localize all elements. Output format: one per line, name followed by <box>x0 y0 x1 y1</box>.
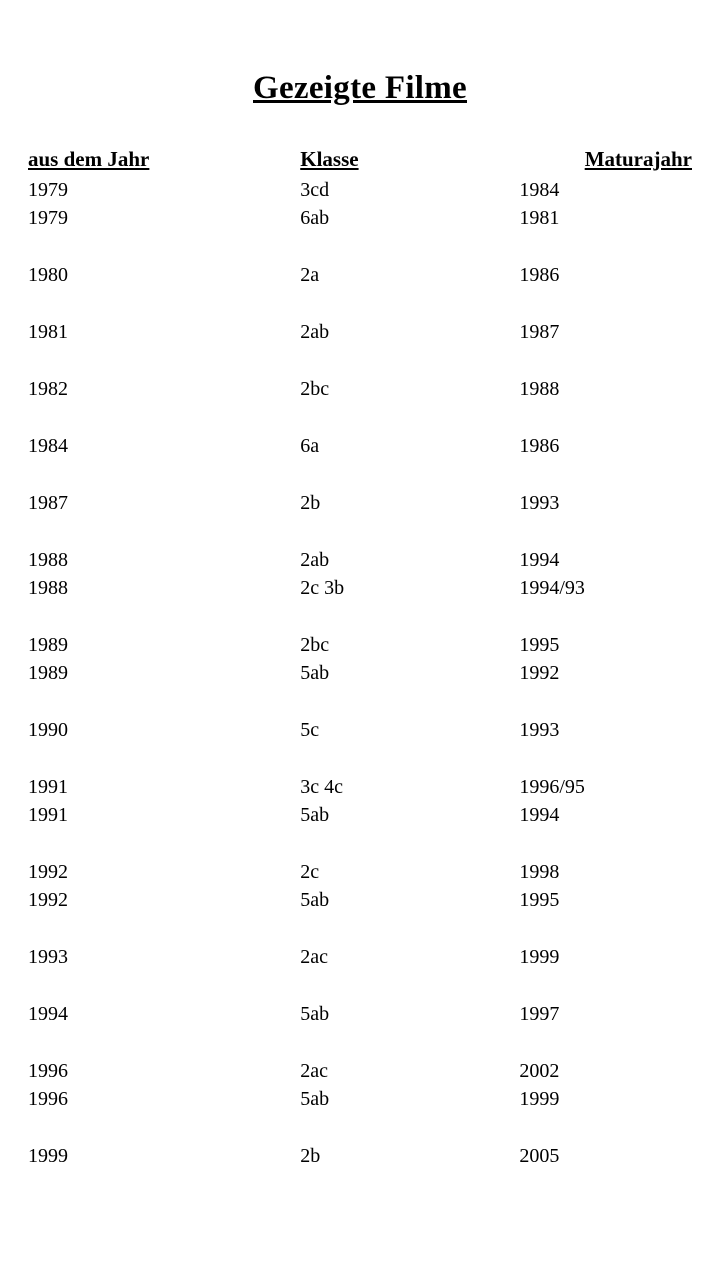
row-spacer <box>28 971 692 1000</box>
cell-year: 1987 <box>28 492 68 514</box>
row-spacer <box>28 232 692 261</box>
cell-class: 5ab <box>300 1003 330 1025</box>
cell-class: 2ac <box>300 1060 328 1082</box>
row-spacer <box>28 346 692 375</box>
table-row <box>28 489 692 517</box>
cell-year: 1992 <box>28 861 68 883</box>
cell-matura: 1987 <box>519 321 560 343</box>
cell-year: 1991 <box>28 776 68 798</box>
cell-year: 1989 <box>28 662 68 684</box>
table-row <box>28 546 692 574</box>
cell-year: 1996 <box>28 1088 68 1110</box>
cell-matura: 1996/95 <box>519 776 585 798</box>
cell-matura: 1994 <box>519 549 560 571</box>
cell-matura: 1988 <box>519 378 560 400</box>
table-row <box>28 716 692 744</box>
row-spacer-cell <box>28 232 692 261</box>
column-header-year: aus dem Jahr <box>28 147 150 171</box>
table-row <box>28 1057 692 1085</box>
table-body <box>28 176 692 1170</box>
cell-matura: 1995 <box>519 889 560 911</box>
cell-year: 1999 <box>28 1145 68 1167</box>
cell-matura: 1997 <box>519 1003 560 1025</box>
row-spacer <box>28 744 692 773</box>
table-row <box>28 1085 692 1113</box>
cell-matura: 2002 <box>519 1060 560 1082</box>
row-spacer <box>28 1113 692 1142</box>
row-spacer <box>28 914 692 943</box>
cell-matura: 1999 <box>519 1088 560 1110</box>
cell-year: 1990 <box>28 719 68 741</box>
cell-matura: 1994 <box>519 804 560 826</box>
cell-class: 3cd <box>300 179 330 201</box>
row-spacer-cell <box>28 403 692 432</box>
cell-year: 1982 <box>28 378 68 400</box>
row-spacer <box>28 602 692 631</box>
table-row <box>28 631 692 659</box>
cell-year: 1988 <box>28 577 68 599</box>
table-row <box>28 1142 692 1170</box>
row-spacer-cell <box>28 971 692 1000</box>
table-row <box>28 432 692 460</box>
row-spacer-cell <box>28 914 692 943</box>
row-spacer <box>28 517 692 546</box>
table-row <box>28 773 692 801</box>
cell-matura: 1998 <box>519 861 560 883</box>
cell-matura: 1984 <box>519 179 560 201</box>
cell-class: 2b <box>300 1145 321 1167</box>
column-header-matura: Maturajahr <box>584 147 692 171</box>
row-spacer-cell <box>28 1113 692 1142</box>
cell-class: 2ab <box>300 549 330 571</box>
cell-class: 6ab <box>300 207 330 229</box>
cell-class: 6a <box>300 435 320 457</box>
cell-matura: 1992 <box>519 662 560 684</box>
row-spacer-cell <box>28 602 692 631</box>
cell-year: 1988 <box>28 549 68 571</box>
cell-matura: 1995 <box>519 634 560 656</box>
row-spacer <box>28 289 692 318</box>
cell-year: 1979 <box>28 179 68 201</box>
row-spacer <box>28 687 692 716</box>
table-row <box>28 176 692 204</box>
cell-matura: 2005 <box>519 1145 560 1167</box>
cell-matura: 1981 <box>519 207 560 229</box>
table-header-row <box>28 147 692 176</box>
films-table-container <box>28 147 692 1170</box>
cell-matura: 1999 <box>519 946 560 968</box>
cell-year: 1984 <box>28 435 68 457</box>
cell-matura: 1993 <box>519 492 560 514</box>
table-row <box>28 375 692 403</box>
cell-year: 1981 <box>28 321 68 343</box>
cell-year: 1993 <box>28 946 68 968</box>
table-row <box>28 261 692 289</box>
cell-matura: 1986 <box>519 435 560 457</box>
cell-year: 1979 <box>28 207 68 229</box>
row-spacer <box>28 1028 692 1057</box>
row-spacer <box>28 460 692 489</box>
row-spacer-cell <box>28 289 692 318</box>
table-row <box>28 318 692 346</box>
table-row <box>28 574 692 602</box>
row-spacer-cell <box>28 829 692 858</box>
page-title: Gezeigte Filme <box>253 70 467 106</box>
cell-class: 2b <box>300 492 321 514</box>
row-spacer <box>28 403 692 432</box>
table-row <box>28 801 692 829</box>
row-spacer-cell <box>28 517 692 546</box>
table-row <box>28 1000 692 1028</box>
row-spacer-cell <box>28 460 692 489</box>
cell-year: 1992 <box>28 889 68 911</box>
cell-year: 1996 <box>28 1060 68 1082</box>
cell-class: 5ab <box>300 804 330 826</box>
cell-class: 2c <box>300 861 320 883</box>
table-row <box>28 943 692 971</box>
row-spacer-cell <box>28 346 692 375</box>
cell-year: 1989 <box>28 634 68 656</box>
cell-matura: 1994/93 <box>519 577 585 599</box>
cell-class: 5ab <box>300 1088 330 1110</box>
table-head <box>28 147 692 176</box>
table-row <box>28 659 692 687</box>
cell-matura: 1993 <box>519 719 560 741</box>
cell-class: 5c <box>300 719 320 741</box>
cell-class: 2bc <box>300 378 330 400</box>
row-spacer-cell <box>28 744 692 773</box>
row-spacer <box>28 829 692 858</box>
cell-class: 3c 4c <box>300 776 343 798</box>
row-spacer-cell <box>28 687 692 716</box>
cell-year: 1994 <box>28 1003 68 1025</box>
table-row <box>28 886 692 914</box>
cell-class: 2bc <box>300 634 330 656</box>
table-row <box>28 858 692 886</box>
cell-class: 2c 3b <box>300 577 345 599</box>
cell-class: 5ab <box>300 662 330 684</box>
cell-class: 2ab <box>300 321 330 343</box>
cell-class: 2ac <box>300 946 328 968</box>
cell-year: 1980 <box>28 264 68 286</box>
table-row <box>28 204 692 232</box>
cell-class: 2a <box>300 264 320 286</box>
cell-year: 1991 <box>28 804 68 826</box>
films-table <box>28 147 692 1170</box>
cell-matura: 1986 <box>519 264 560 286</box>
row-spacer-cell <box>28 1028 692 1057</box>
cell-class: 5ab <box>300 889 330 911</box>
column-header-class: Klasse <box>300 147 359 171</box>
